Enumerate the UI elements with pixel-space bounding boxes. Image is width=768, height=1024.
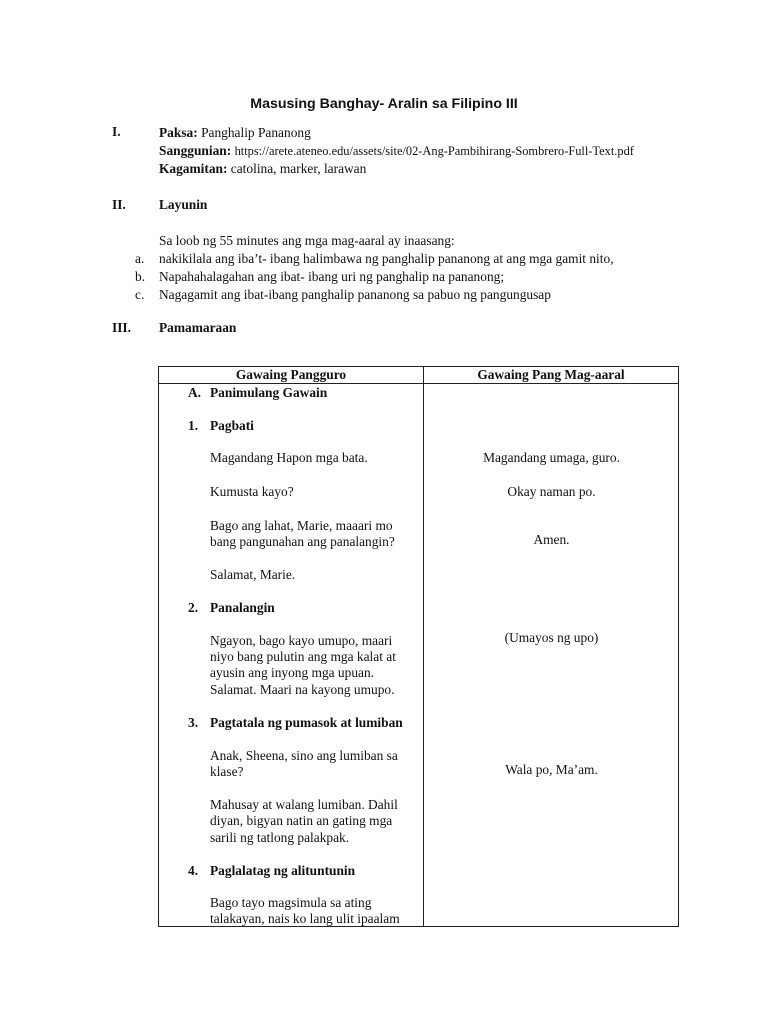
- step-4-title: Paglalatag ng alituntunin: [210, 863, 356, 878]
- kagamitan-line: [159, 160, 634, 178]
- teacher-line: sarili ng tatlong palakpak.: [210, 830, 350, 845]
- teacher-line: Magandang Hapon mga bata.: [210, 450, 368, 465]
- step-2-number: 2.: [188, 600, 199, 615]
- step-3-title: Pagtatala ng pumasok at lumiban: [210, 715, 403, 730]
- objective-letter: c.: [135, 287, 145, 302]
- step-4-number: 4.: [188, 863, 199, 878]
- student-column-header: Gawaing Pang Mag-aaral: [424, 367, 679, 384]
- student-response: Wala po, Ma’am.: [505, 762, 598, 777]
- paksa-value: Panghalip Pananong: [201, 125, 311, 140]
- objective-text: Napahahalagahan ang ibat- ibang uri ng panghalip na pananong;: [159, 269, 505, 284]
- student-response: Magandang umaga, guro.: [483, 450, 620, 465]
- part-a-title: Panimulang Gawain: [210, 385, 328, 400]
- teacher-line: talakayan, nais ko lang ulit ipaalam: [210, 911, 400, 926]
- table-header-row: [159, 367, 679, 384]
- teacher-line: Salamat. Maari na kayong umupo.: [210, 682, 395, 697]
- objective-text: Nagagamit ang ibat-ibang panghalip pananong sa pabuo ng pangungusap: [159, 287, 551, 302]
- teacher-line: Mahusay at walang lumiban. Dahil: [210, 797, 398, 812]
- sanggunian-label: Sanggunian:: [159, 143, 232, 158]
- paksa-line: [159, 124, 634, 142]
- teacher-line: ayusin ang inyong mga upuan.: [210, 665, 375, 680]
- section-3-heading: Pamamaraan: [159, 320, 237, 335]
- step-3-number: 3.: [188, 715, 199, 730]
- step-1-number: 1.: [188, 418, 199, 433]
- procedure-table: [158, 366, 679, 927]
- sanggunian-line: [159, 142, 634, 160]
- teacher-column-header: Gawaing Pangguro: [159, 367, 424, 384]
- section-2-heading: Layunin: [159, 197, 208, 212]
- objectives-intro: Sa loob ng 55 minutes ang mga mag-aaral ay inaasang:: [159, 233, 455, 248]
- teacher-line: bang pangunahan ang panalangin?: [210, 534, 395, 549]
- section-2-number: II.: [112, 197, 126, 212]
- teacher-line: diyan, bigyan natin an gating mga: [210, 813, 393, 828]
- teacher-line: niyo bang pulutin ang mga kalat at: [210, 649, 396, 664]
- teacher-line: Salamat, Marie.: [210, 567, 296, 582]
- document-title: Masusing Banghay- Aralin sa Filipino III: [250, 96, 518, 112]
- table-row: [159, 384, 679, 927]
- kagamitan-label: Kagamitan:: [159, 161, 228, 176]
- kagamitan-value: catolina, marker, larawan: [230, 161, 367, 176]
- part-a-letter: A.: [188, 385, 202, 400]
- teacher-line: Ngayon, bago kayo umupo, maari: [210, 633, 393, 648]
- teacher-line: Kumusta kayo?: [210, 484, 294, 499]
- step-2-title: Panalangin: [210, 600, 275, 615]
- step-1-title: Pagbati: [210, 418, 254, 433]
- objective-letter: b.: [135, 269, 146, 284]
- paksa-label: Paksa:: [159, 125, 198, 140]
- student-response: Okay naman po.: [507, 484, 596, 499]
- student-response: (Umayos ng upo): [504, 630, 599, 645]
- student-activity-cell: [424, 384, 679, 927]
- section-1-body: [159, 124, 634, 178]
- teacher-line: Bago tayo magsimula sa ating: [210, 895, 372, 910]
- teacher-line: Anak, Sheena, sino ang lumiban sa: [210, 748, 398, 763]
- teacher-activity-cell: [159, 384, 424, 927]
- section-3-number: III.: [112, 320, 131, 335]
- objective-letter: a.: [135, 251, 145, 266]
- teacher-line: klase?: [210, 764, 244, 779]
- teacher-line: Bago ang lahat, Marie, maaari mo: [210, 518, 393, 533]
- sanggunian-value: https://arete.ateneo.edu/assets/site/02-Ang-Pambihirang-Sombrero-Full-Text.pdf: [234, 144, 634, 158]
- section-1-number: I.: [112, 124, 121, 139]
- student-response: Amen.: [533, 532, 570, 547]
- objective-text: nakikilala ang iba’t- ibang halimbawa ng panghalip pananong at ang mga gamit nito,: [159, 251, 614, 266]
